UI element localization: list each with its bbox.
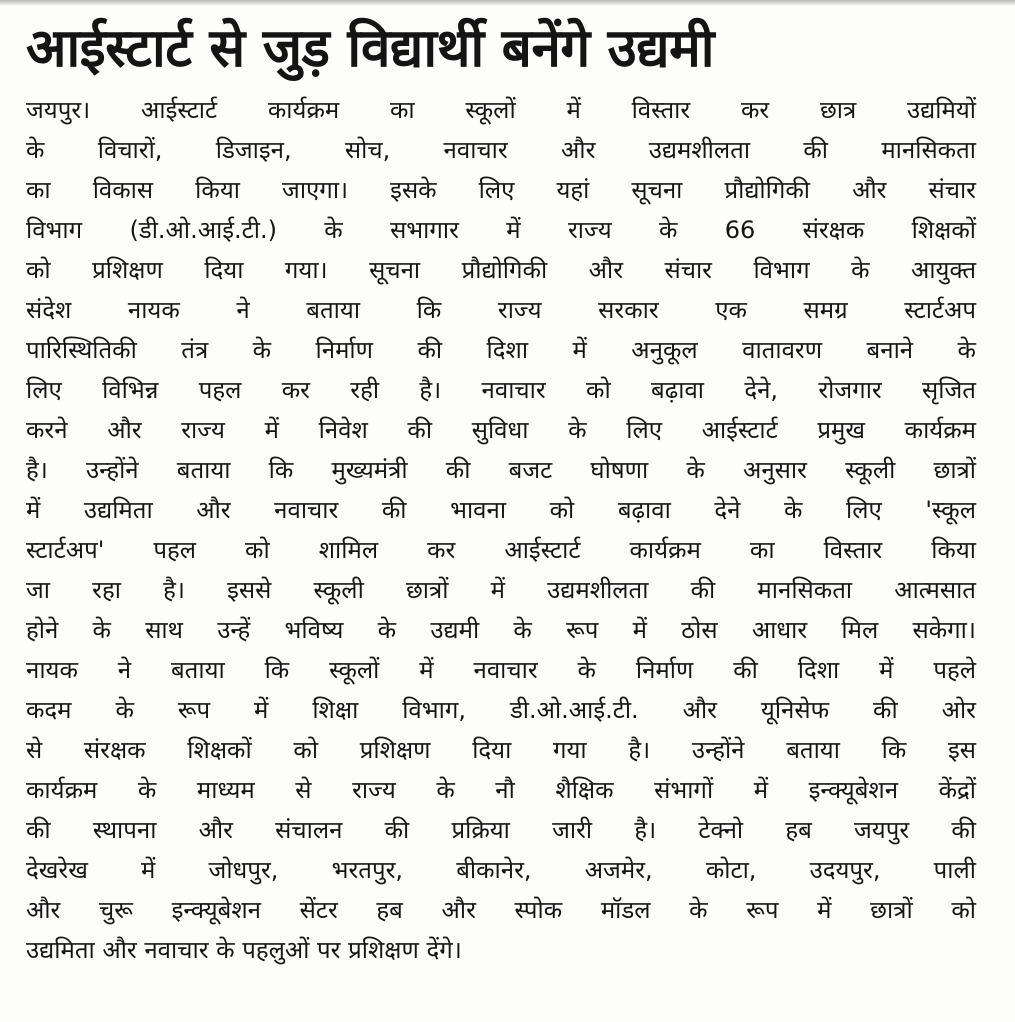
article-line: विभाग (डी.ओ.आई.टी.) के सभागार में राज्य के 66 संरक्षक शिक्षकों	[26, 216, 976, 244]
article-line: से संरक्षक शिक्षकों को प्रशिक्षण दिया गया है। उन्होंने बताया कि इस	[26, 736, 976, 764]
article-line: उद्यमिता और नवाचार के पहलुओं पर प्रशिक्षण देंगे।	[26, 936, 462, 964]
article-line: पारिस्थितिकी तंत्र के निर्माण की दिशा में अनुकूल वातावरण बनाने के	[26, 336, 976, 364]
article-line: कार्यक्रम के माध्यम से राज्य के नौ शैक्षिक संभागों में इन्क्यूबेशन केंद्रों	[26, 776, 976, 804]
article-line: संदेश नायक ने बताया कि राज्य सरकार एक समग्र स्टार्टअप	[26, 296, 976, 324]
page-edge-shadow	[0, 0, 1015, 6]
article-line: और चुरू इन्क्यूबेशन सेंटर हब और स्पोक मॉडल के रूप में छात्रों को	[26, 896, 976, 924]
article-line: जा रहा है। इससे स्कूली छात्रों में उद्यमशीलता की मानसिकता आत्मसात	[26, 576, 976, 604]
article-line: है। उन्होंने बताया कि मुख्यमंत्री की बजट घोषणा के अनुसार स्कूली छात्रों	[26, 456, 976, 484]
article-line: के विचारों, डिजाइन, सोच, नवाचार और उद्यमशीलता की मानसिकता	[26, 136, 976, 164]
article-line: को प्रशिक्षण दिया गया। सूचना प्रौद्योगिकी और संचार विभाग के आयुक्त	[26, 256, 976, 284]
article-line: में उद्यमिता और नवाचार की भावना को बढ़ावा देने के लिए 'स्कूल	[26, 496, 976, 524]
article-line: स्टार्टअप' पहल को शामिल कर आईस्टार्ट कार्यक्रम का विस्तार किया	[26, 536, 976, 564]
article-line: जयपुर। आईस्टार्ट कार्यक्रम का स्कूलों में विस्तार कर छात्र उद्यमियों	[26, 96, 976, 124]
article-line: की स्थापना और संचालन की प्रक्रिया जारी है। टेक्नो हब जयपुर की	[26, 816, 976, 844]
article-line: नायक ने बताया कि स्कूलों में नवाचार के निर्माण की दिशा में पहले	[26, 656, 976, 684]
article-headline: आईस्टार्ट से जुड़ विद्यार्थी बनेंगे उद्यमी	[26, 18, 715, 79]
article-line: कदम के रूप में शिक्षा विभाग, डी.ओ.आई.टी. और यूनिसेफ की ओर	[26, 696, 976, 724]
article-line: लिए विभिन्न पहल कर रही है। नवाचार को बढ़ावा देने, रोजगार सृजित	[26, 376, 976, 404]
article-line: करने और राज्य में निवेश की सुविधा के लिए आईस्टार्ट प्रमुख कार्यक्रम	[26, 416, 976, 444]
article-line: होने के साथ उन्हें भविष्य के उद्यमी के रूप में ठोस आधार मिल सकेगा।	[26, 616, 976, 644]
article-body	[26, 90, 976, 970]
article-line: देखरेख में जोधपुर, भरतपुर, बीकानेर, अजमेर, कोटा, उदयपुर, पाली	[26, 856, 976, 884]
article-line: का विकास किया जाएगा। इसके लिए यहां सूचना प्रौद्योगिकी और संचार	[26, 176, 976, 204]
